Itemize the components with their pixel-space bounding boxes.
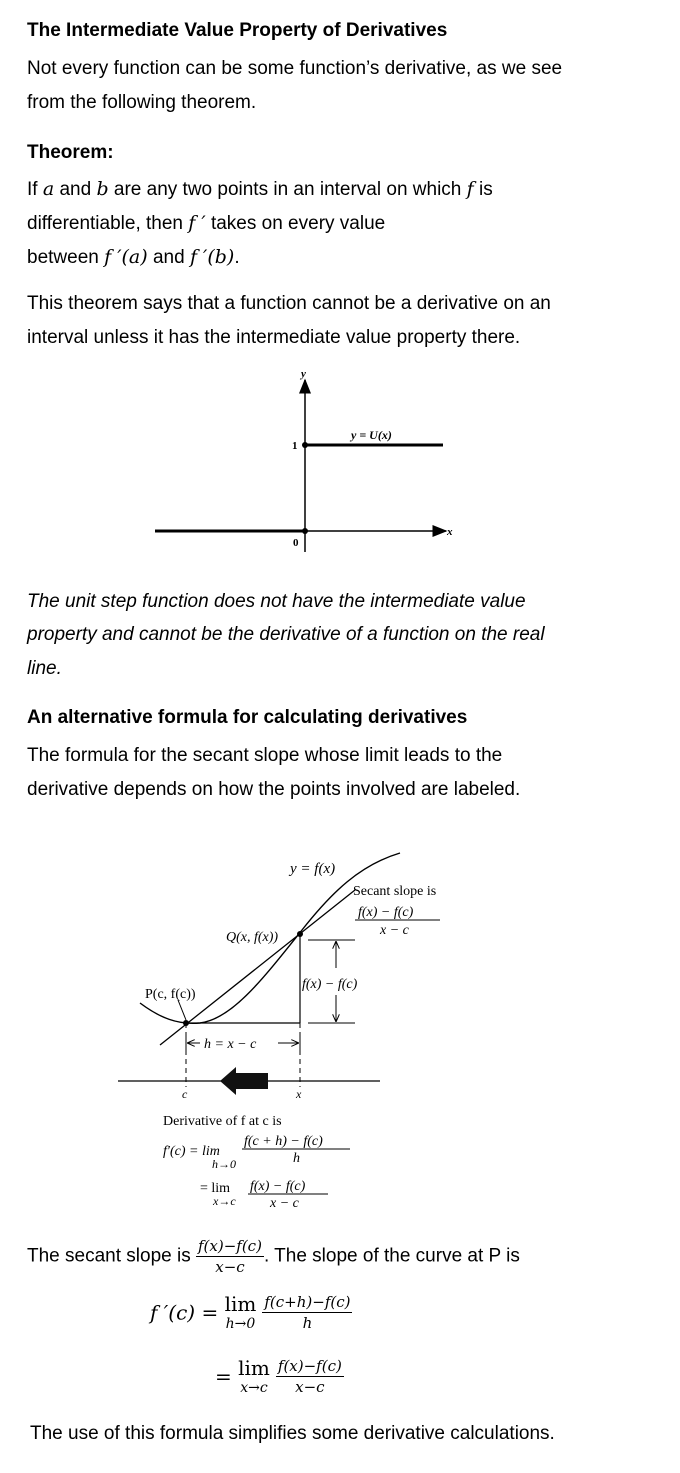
math-fprime-b: f ′(b) [189, 246, 235, 268]
theorem-text: and [54, 179, 97, 200]
formula-lhs: f ′(c) = [150, 1300, 225, 1325]
secant-fraction [196, 1236, 264, 1277]
secant-sentence-suffix: . The slope of the curve at P is [263, 1245, 520, 1267]
math-f: f [466, 178, 474, 200]
theorem-text: is [473, 179, 493, 200]
formula-limit-2 [238, 1357, 270, 1397]
rise-label: f(x) − f(c) [302, 977, 358, 992]
caption-line-1: The unit step function does not have the intermediate value [27, 591, 526, 612]
tick-c-label: c [182, 1087, 188, 1101]
section-heading-alt-formula: An alternative formula for calculating derivatives [27, 707, 468, 728]
derivative-denominator-1: h [293, 1151, 300, 1166]
theorem-text: differentiable, then [27, 213, 189, 234]
caption-line-3: line. [27, 658, 62, 679]
section2-line-1: The formula for the secant slope whose limit leads to the [27, 745, 503, 766]
formula-fraction-2 [276, 1356, 344, 1397]
unit-step-graph [0, 360, 680, 560]
point-q [297, 931, 303, 937]
formula-lim-sub-1: h→0 [225, 1315, 256, 1332]
tick-x-label: x [296, 1087, 302, 1101]
theorem-text: and [147, 247, 190, 268]
section2-line-2: derivative depends on how the points involved are labeled. [27, 779, 521, 800]
theorem-text: . [234, 247, 240, 268]
p-leader [178, 1000, 186, 1020]
curve-label: y = U(x) [351, 428, 392, 442]
formula-fraction-1-num: f(c+h)−f(c) [264, 1293, 351, 1311]
point-one [302, 442, 308, 448]
math-b: b [96, 178, 109, 200]
derivative-limit-2: x→c [213, 1194, 236, 1208]
derivative-lhs: f′(c) = lim [163, 1144, 220, 1159]
approach-arrow [220, 1067, 268, 1095]
point-p-label: P(c, f(c)) [145, 987, 196, 1002]
run-label: h = x − c [204, 1037, 257, 1052]
formula-limit-1 [225, 1293, 257, 1333]
theorem-line-2 [27, 206, 385, 241]
formula-lim-word-1: lim [224, 1291, 257, 1316]
theorem-line-3 [27, 240, 240, 275]
secant-sentence-prefix: The secant slope is [27, 1245, 196, 1267]
x-axis-label: x [447, 526, 453, 538]
formula-fraction-2-den: x−c [295, 1378, 325, 1396]
derivative-formula-line-2 [215, 1356, 344, 1397]
formula-fraction-1-den: h [302, 1314, 313, 1332]
point-p [183, 1020, 189, 1026]
intro-line-1: Not every function can be some function’s derivative, as we see [27, 58, 563, 79]
math-fprime: f ′ [188, 212, 206, 234]
section-heading-ivp: The Intermediate Value Property of Derivatives [27, 20, 448, 41]
derivative-denominator-2: x − c [270, 1196, 299, 1211]
formula-eq-2: = [215, 1364, 239, 1389]
formula-fraction-1 [262, 1292, 352, 1333]
derivative-limit-1: h→0 [212, 1157, 236, 1171]
derivative-numerator-1: f(c + h) − f(c) [244, 1134, 323, 1149]
caption-line-2: property and cannot be the derivative of a function on the real [27, 624, 545, 645]
point-q-label: Q(x, f(x)) [226, 930, 279, 945]
formula-lim-word-2: lim [238, 1355, 270, 1380]
secant-fraction-num: f(x)−f(c) [197, 1237, 262, 1255]
closing-line: The use of this formula simplifies some derivative calculations. [30, 1423, 555, 1444]
derivative-title: Derivative of f at c is [163, 1114, 282, 1129]
curve-label: y = f(x) [290, 861, 336, 877]
derivative-formula-line-1 [150, 1292, 352, 1333]
secant-numerator: f(x) − f(c) [358, 905, 414, 920]
formula-fraction-2-num: f(x)−f(c) [277, 1357, 342, 1375]
point-zero [302, 528, 308, 534]
math-fprime-a: f ′(a) [104, 246, 148, 268]
intro-line-2: from the following theorem. [27, 92, 257, 113]
secant-figure [0, 840, 680, 1230]
theorem-text: between [27, 247, 105, 268]
explain-line-1: This theorem says that a function cannot be a derivative on an [27, 293, 551, 314]
derivative-numerator-2: f(x) − f(c) [250, 1179, 306, 1194]
secant-denominator: x − c [380, 923, 409, 938]
theorem-label: Theorem: [27, 142, 114, 163]
secant-sentence [27, 1236, 520, 1277]
tick-label-one: 1 [292, 440, 298, 452]
formula-lim-sub-2: x→c [240, 1379, 268, 1396]
tick-label-zero: 0 [293, 537, 299, 549]
secant-title: Secant slope is [353, 884, 437, 899]
secant-fraction-den: x−c [215, 1258, 245, 1276]
math-a: a [42, 178, 55, 200]
explain-line-2: interval unless it has the intermediate value property there. [27, 327, 521, 348]
derivative-eq-2: = lim [200, 1181, 231, 1196]
theorem-text: takes on every value [205, 213, 386, 234]
y-axis-label: y [301, 368, 306, 380]
secant-line [160, 890, 355, 1045]
theorem-text: If [27, 179, 43, 200]
theorem-text: are any two points in an interval on which [108, 179, 467, 200]
theorem-line-1 [27, 172, 493, 207]
